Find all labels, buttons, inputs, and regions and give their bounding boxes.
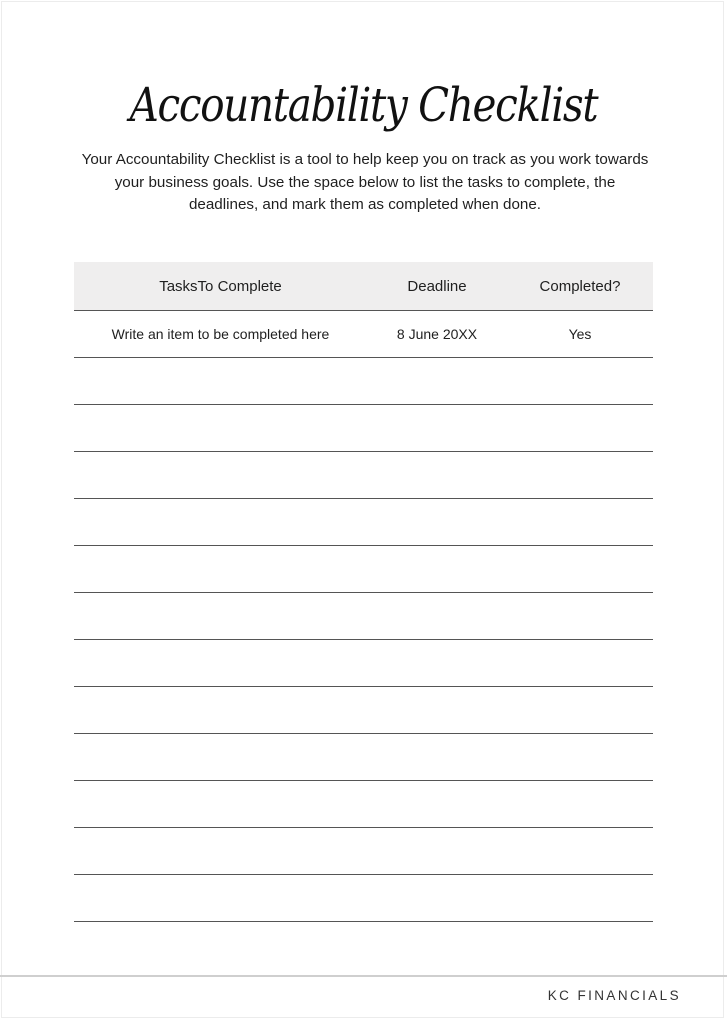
footer-divider — [0, 975, 727, 977]
table-row[interactable] — [74, 593, 653, 640]
table-row[interactable] — [74, 734, 653, 781]
table-row[interactable] — [74, 405, 653, 452]
checklist-table — [74, 262, 653, 922]
deadline-cell[interactable]: 8 June 20XX — [396, 326, 478, 342]
table-row[interactable] — [74, 640, 653, 687]
table-header-row — [74, 262, 653, 311]
header-tasks: TasksTo Complete — [159, 277, 282, 295]
header-deadline: Deadline — [407, 277, 467, 295]
table-row[interactable] — [74, 828, 653, 875]
page-title: Accountability Checklist — [129, 78, 598, 133]
intro-paragraph: Your Accountability Checklist is a tool to help keep you on track as you work towards your business goals. Use the space below to list the tasks to complete, the deadlines, and mark them as completed when done. — [81, 151, 649, 213]
table-row[interactable] — [74, 499, 653, 546]
table-row[interactable] — [74, 452, 653, 499]
table-row[interactable] — [74, 358, 653, 405]
table-row[interactable] — [74, 781, 653, 828]
table-row[interactable] — [74, 687, 653, 734]
table-row[interactable] — [74, 875, 653, 922]
table-body — [74, 311, 653, 922]
table-row[interactable] — [74, 546, 653, 593]
table-row[interactable] — [74, 311, 653, 358]
task-cell[interactable]: Write an item to be completed here — [111, 326, 330, 342]
completed-cell[interactable]: Yes — [568, 326, 592, 342]
footer-brand: KC FINANCIALS — [547, 988, 681, 1003]
header-completed: Completed? — [539, 277, 621, 295]
